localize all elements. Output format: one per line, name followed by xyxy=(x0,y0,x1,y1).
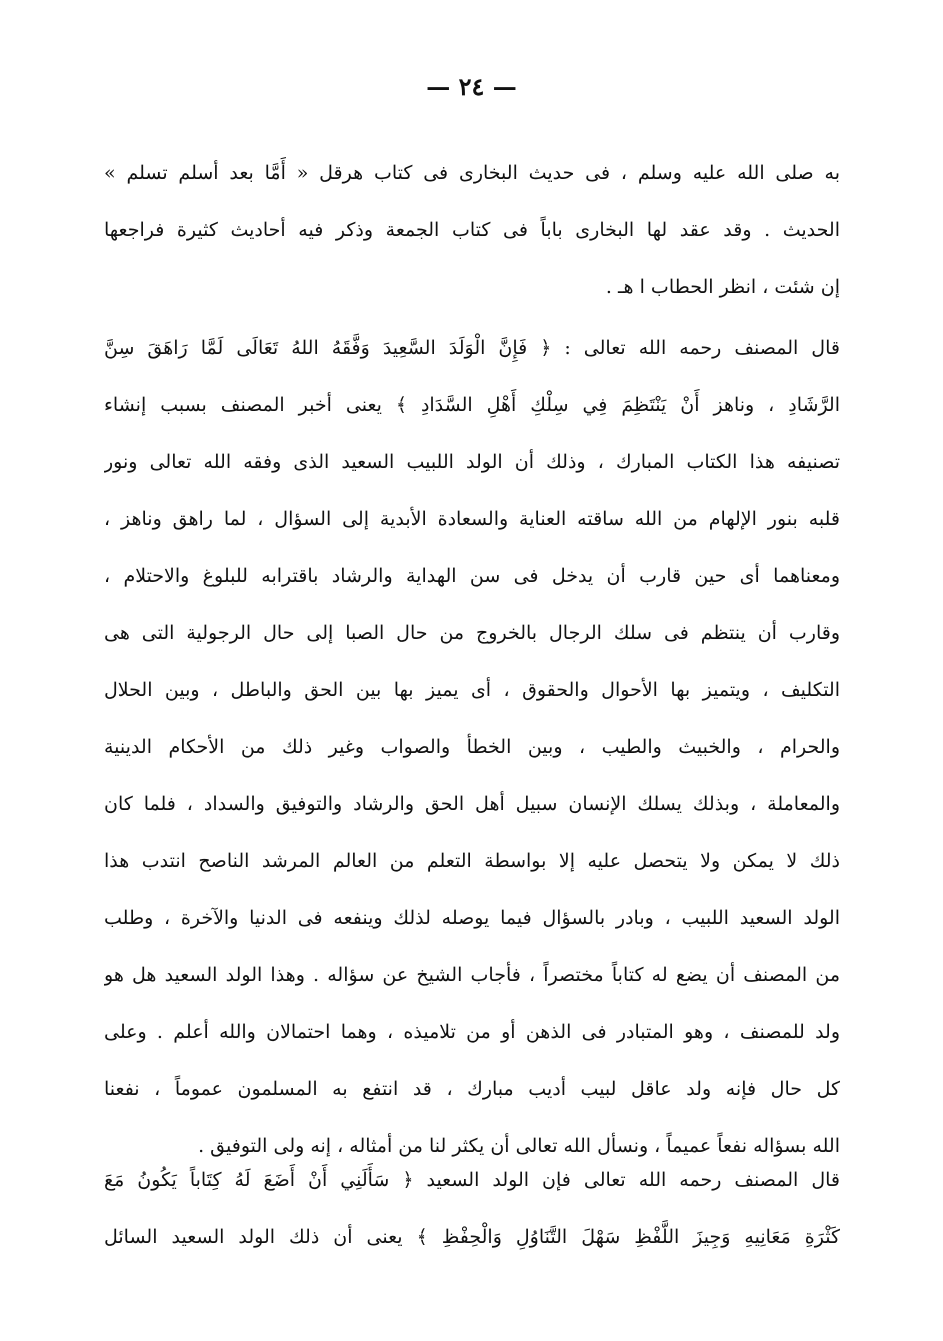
page-number: — ٢٤ — xyxy=(426,72,517,101)
text-line: من المصنف أن يضع له كتاباً مختصراً ، فأجاب الشيخ عن سؤاله . وهذا الولد السعيد هل هو xyxy=(104,964,840,986)
text-line: ولد للمصنف ، وهو المتبادر فى الذهن أو من تلاميذه ، وهما احتمالان والله أعلم . وعلى xyxy=(104,1021,840,1043)
text-line: كل حال فإنه ولد عاقل لبيب أديب مبارك ، قد انتفع به المسلمون عموماً ، نفعنا xyxy=(104,1078,840,1100)
text-line: به صلى الله عليه وسلم ، فى حديث البخارى فى كتاب هرقل « أَمَّا بعد أسلم تسلم » xyxy=(104,162,840,184)
text-line: الرَّشَادِ ، وناهز أَنْ يَنْتَظِمَ فِي سِلْكِ أَهْلِ السَّدَادِ ﴾ يعنى أخبر المصنف بسبب إنشاء xyxy=(104,394,840,416)
text-line: الله بسؤاله نفعاً عميماً ، ونسأل الله تعالى أن يكثر لنا من أمثاله ، إنه ولى التوفيق . xyxy=(198,1135,840,1157)
text-line: وقارب أن ينتظم فى سلك الرجال بالخروج من حال الصبا إلى حال الرجولية التى هى xyxy=(104,622,840,644)
paragraph-3 xyxy=(104,1152,840,1266)
text-line: كَثْرَةِ مَعَانِيهِ وَجِيزَ اللَّفْظِ سَهْلَ التَّنَاوُلِ وَالْحِفْظِ ﴾ يعنى أن ذلك الولد السعيد السائل xyxy=(104,1226,840,1248)
paragraph-1 xyxy=(104,145,840,316)
text-line: الحديث . وقد عقد لها البخارى باباً فى كتاب الجمعة وذكر فيه أحاديث كثيرة فراجعها xyxy=(104,219,840,241)
text-line: قلبه بنور الإلهام من الله ساقته العناية والسعادة الأبدية إلى السؤال ، لما راهق وناهز ، xyxy=(104,508,840,530)
text-line: قال المصنف رحمه الله تعالى : ﴿ فَإِنَّ الْوَلَدَ السَّعِيدَ وَفَّقَهُ اللهُ تَعَالَى لَمَّا رَاهَقَ سِنَّ xyxy=(104,337,840,359)
text-line: والمعاملة ، وبذلك يسلك الإنسان سبيل أهل الحق والرشاد والتوفيق والسداد ، فلما كان xyxy=(104,793,840,815)
text-line: التكليف ، ويتميز بها الأحوال والحقوق ، أى يميز بها بين الحق والباطل ، وبين الحلال xyxy=(104,679,840,701)
text-line: ذلك لا يمكن ولا يتحصل عليه إلا بواسطة التعلم من العالم المرشد الناصح انتدب هذا xyxy=(104,850,840,872)
text-line: والحرام ، والخبيث والطيب ، وبين الخطأ والصواب وغير ذلك من الأحكام الدينية xyxy=(104,736,840,758)
text-line: تصنيفه هذا الكتاب المبارك ، وذلك أن الولد اللبيب السعيد الذى وفقه الله تعالى ونور xyxy=(104,451,840,473)
text-line: الولد السعيد اللبيب ، وبادر بالسؤال فيما يوصله لذلك وينفعه فى الدنيا والآخرة ، وطلب xyxy=(104,907,840,929)
text-line: قال المصنف رحمه الله تعالى فإن الولد السعيد ﴿ سَأَلَنِي أَنْ أَضَعَ لَهُ كِتَاباً يَكُونُ مَعَ xyxy=(104,1169,840,1191)
text-line: ومعناهما أى حين قارب أن يدخل فى سن الهداية والرشاد باقترابه للبلوغ والاحتلام ، xyxy=(104,565,840,587)
paragraph-2 xyxy=(104,320,840,1175)
text-line: إن شئت ، انظر الحطاب ا هـ . xyxy=(605,276,840,298)
